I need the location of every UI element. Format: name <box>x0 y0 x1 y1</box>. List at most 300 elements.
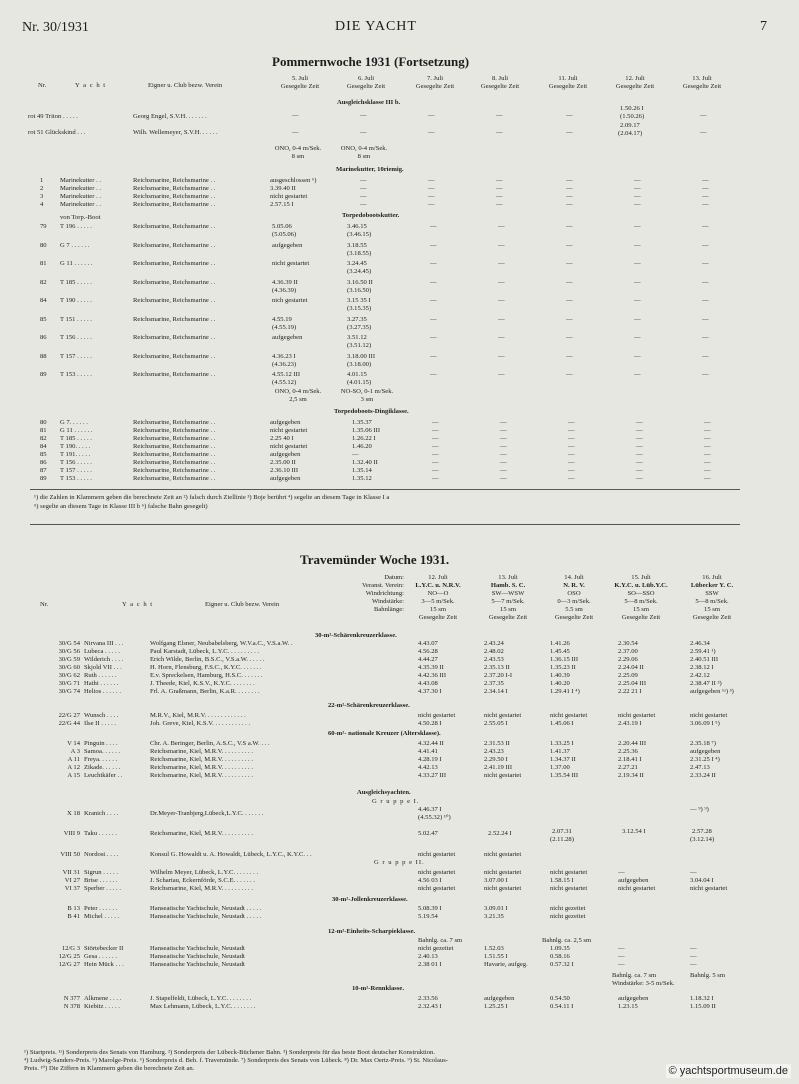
row-owner: Hanseatische Yachtschule, Neustadt <box>150 961 245 968</box>
td-yacht: G 7. . . . . . G 11 . . . . . . T 185 . . . . . T 190. . . . . T 191. . . . . T 156 . . . . . T 157 . . . . . T 153 . . . . . <box>60 419 93 482</box>
page-number: 7 <box>760 19 767 34</box>
magazine-title: DIE YACHT <box>335 19 417 34</box>
dash-cell: — <box>430 352 437 360</box>
divider <box>30 489 740 490</box>
row-owner: Paul Karstadt, Lübeck, L.Y.C. . . . . . . . . . <box>150 648 260 655</box>
row-time: 2.29.50 I <box>484 756 508 763</box>
td-time1: aufgegeben nicht gestartet 2.25 40 I nicht gestartet aufgegeben 2.35.00 II 2.36.10 III aufgegeben <box>270 419 308 482</box>
row-time: nicht gestartet <box>484 851 522 858</box>
row-time: 2.38.47 II ³) <box>690 680 722 687</box>
footnote: Preis. ¹⁰) Die Ziffern in Klammern geben die berechnete Zeit an. <box>24 1065 195 1072</box>
row-time: aufgegeben <box>618 995 649 1002</box>
row-owner: Hanseatische Yachtschule, Neustadt <box>150 953 245 960</box>
cell: — <box>566 129 573 136</box>
class-heading: Marinekutter, 10riemig. <box>336 166 404 173</box>
class-heading: 22-m²-Schärenkreuzerklasse. <box>328 702 410 709</box>
row-nr: 30/G 56 <box>58 648 80 655</box>
cell: — <box>360 112 367 119</box>
row-nr: N 378 <box>63 1003 80 1010</box>
row-yacht: Kranich . . . . <box>84 810 119 817</box>
row-time: 1.37.00 <box>550 764 570 771</box>
row-time: 4.01.15 <box>347 371 367 378</box>
row-time: 2.33.56 <box>418 995 438 1002</box>
row-time: nicht gestartet <box>484 712 522 719</box>
row-owner: E.v. Spreckelsen, Hamburg, H.S.C. . . . . . . <box>150 672 263 679</box>
dash-col: — — — — <box>566 177 573 208</box>
table-row: rot 49 Triton . . . . . <box>28 113 78 120</box>
dash-cell: — <box>634 260 641 267</box>
row-time: 2.43.24 <box>484 640 504 647</box>
row-nr: 86 <box>40 334 47 341</box>
class-heading: Torpedoboots-Dingiklasse. <box>334 408 409 415</box>
cell: — <box>496 129 503 136</box>
row-time: 1.51.55 I <box>484 953 508 960</box>
dash-cell: — <box>634 278 641 286</box>
row-time: — <box>690 953 697 960</box>
row-time: 1.29.41 I ⁴) <box>550 688 580 695</box>
row-yacht: Freya. . . . . . <box>84 756 118 763</box>
row-nr: 81 <box>40 260 47 267</box>
dash-cell: — <box>702 241 709 249</box>
row-nr: N 377 <box>63 995 80 1002</box>
dash-cell: — <box>430 334 437 341</box>
row-time: 1.23.15 <box>618 1003 638 1010</box>
row-yacht: Nordost . . . . <box>84 851 119 858</box>
row-time: 3.15 35 I <box>347 297 371 304</box>
row-yacht: T 190 . . . . . <box>60 297 92 304</box>
row-time: 2.20.44 III <box>618 740 647 747</box>
dash-cell: — <box>498 334 505 341</box>
class-heading: Ausgleichsyachten. <box>357 789 411 796</box>
row-time: 5.08.39 I <box>418 905 442 912</box>
row-time: 2.27.21 <box>618 764 638 771</box>
row-yacht: Michel . . . . . <box>84 913 120 920</box>
row-time: aufgegeben ¹ᵃ) ³) <box>690 688 734 695</box>
dash-cell: — <box>566 371 573 378</box>
row-time: 4.44.27 <box>418 656 438 663</box>
row-time: 1.25.25 I <box>484 1003 508 1010</box>
row-time-calc: (5.05.06) <box>272 231 297 238</box>
row-time: nicht gestartet <box>418 851 456 858</box>
row-time-calc: (3.46.15) <box>347 231 372 238</box>
row-owner: M.R.V., Kiel, M.R.V. . . . . . . . . . . . . <box>150 712 246 719</box>
row-owner: Reichsmarine, Reichsmarine . . <box>133 241 216 249</box>
row-time: nicht gestartet <box>618 712 656 719</box>
mk-time: ausgeschlossen ⁶) 3.39.40 II nicht gestartet 2.57.15 I <box>270 177 317 208</box>
cell: — <box>566 112 573 119</box>
owner: Wilh. Wellemeyer, S.V.H. . . . . . <box>133 129 218 136</box>
row-time: 1.36.15 III <box>550 656 579 663</box>
row-time: aufgegeben <box>618 877 649 884</box>
row-owner: Reichsmarine, Reichsmarine . . <box>133 260 216 267</box>
row-time: 1.58.15 I <box>550 877 574 884</box>
row-owner: Reichsmarine, Kiel, M.R.V. . . . . . . . . . <box>150 885 253 892</box>
dash-cell: — <box>430 315 437 323</box>
row-time: 4.37.30 I <box>418 688 442 695</box>
row-time-calc: (3.24.45) <box>347 268 372 275</box>
section-title-pommern: Pommernwoche 1931 (Fortsetzung) <box>272 54 470 69</box>
row-yacht: T 185 . . . . . <box>60 278 92 286</box>
row-nr: A 12 <box>67 764 80 771</box>
row-time: 2.29.06 <box>618 656 638 663</box>
row-time: 4.43.07 <box>418 640 438 647</box>
row-owner: Reichsmarine, Reichsmarine . . <box>133 371 216 378</box>
row-nr: B 41 <box>67 913 80 920</box>
class-heading: 12-m²-Einheits-Scharpieklasse. <box>328 928 416 935</box>
row-time: 2.18.41 I <box>618 756 642 763</box>
row-owner: Joh. Greve, Kiel, K.S.V. . . . . . . . . . . . <box>150 720 251 727</box>
row-time: 5.02.47 <box>418 830 438 837</box>
dash-col: — — — — — — — — <box>500 419 507 482</box>
row-nr: 12/G 3 <box>61 945 80 952</box>
dash-cell: — <box>430 278 437 286</box>
row-time: nicht gezeitet <box>550 905 586 912</box>
dash-cell: — <box>498 352 505 360</box>
dash-col: — — — — <box>702 177 709 208</box>
row-yacht: Ruth . . . . . . <box>84 672 117 679</box>
row-time: 2.42.12 <box>690 672 710 679</box>
row-time-calc: (4.55.32) ¹⁰) <box>418 814 451 821</box>
row-time: 2.07.31 <box>552 828 572 835</box>
row-time-calc: (4.36.23) <box>272 360 297 368</box>
group-heading: G r u p p e I. <box>372 798 420 805</box>
td-time2: 1.35.37 1.35.06 III 1.26.22 I 1.46.20 — 1.32.40 II 1.35.14 1.35.12 <box>352 419 381 482</box>
group-heading: G r u p p e II. <box>374 859 425 866</box>
class-heading: Torpedobootskutter. <box>342 212 400 219</box>
dash-cell: — <box>566 241 573 249</box>
row-nr: 22/G 27 <box>58 712 80 719</box>
cell: — <box>428 112 435 119</box>
row-time: nicht gezeitet <box>418 945 454 952</box>
row-time: 4.55.19 <box>272 315 292 323</box>
row-time: nich gestartet <box>272 297 308 304</box>
row-time: 1.41.37 <box>550 748 570 755</box>
row-yacht: Samoa. . . . . . <box>84 748 121 755</box>
row-time: nicht gezeitet <box>550 913 586 920</box>
issue-number: Nr. 30/1931 <box>22 20 89 35</box>
dash-cell: — <box>566 260 573 267</box>
row-time-calc: (3.51.12) <box>347 342 372 349</box>
row-nr: 85 <box>40 315 47 323</box>
col-header-day: 5. Juli Gesegelte Zeit <box>280 75 320 90</box>
day-header: 14. Juli N. R. V. OSO 0—3 m/Sek. 5.5 sm Gesegelte Zeit <box>554 574 594 621</box>
cell: — <box>700 129 707 136</box>
dash-col: — — — — — — — — <box>636 419 643 482</box>
row-owner: J. Theede, Kiel, K.S.V., K.Y.C. . . . . . . . <box>150 680 255 687</box>
row-time: nicht gestartet <box>272 260 310 267</box>
row-time-calc: (3.16.50) <box>347 286 372 294</box>
row-time: nicht gestartet <box>418 869 456 876</box>
row-nr: 30/G 62 <box>58 672 80 679</box>
dash-col: — — — — — — — — <box>704 419 711 482</box>
row-owner: Reichsmarine, Kiel, M.R.V. . . . . . . . . . <box>150 756 253 763</box>
dash-cell: — <box>566 278 573 286</box>
dash-cell: — <box>430 223 437 230</box>
dash-col: — — — — — — — — <box>432 419 439 482</box>
row-yacht: G 7 . . . . . . <box>60 241 90 249</box>
col-header: Y a c h t <box>75 82 107 89</box>
row-yacht: Wilderich . . . . <box>84 656 124 663</box>
row-nr: VI 27 <box>64 877 80 884</box>
note: Bahnlg. 5 sm <box>690 972 725 979</box>
row-time-calc: (2.11.28) <box>550 836 574 843</box>
row-time: 2.43.19 I <box>618 720 642 727</box>
wind-info: ONO, 0-4 m/Sek. 8 sm <box>274 145 322 160</box>
row-owner: Frl. A. Graßmann, Berlin, K.a.R. . . . . . . . <box>150 688 260 695</box>
row-time: 2.35.18 ⁷) <box>690 740 716 747</box>
row-time: 1.15.09 II <box>690 1003 716 1010</box>
class-heading: 30-m²-Schärenkreuzerklasse. <box>315 632 397 639</box>
row-time: aufgegeben <box>272 241 303 249</box>
row-time: 1.45.06 I <box>550 720 574 727</box>
cell: — <box>700 112 707 119</box>
row-time: nicht gestartet <box>418 885 456 892</box>
col-header-day: 13. Juli Gesegelte Zeit <box>682 75 722 90</box>
cell: (1.50.26) <box>620 113 645 120</box>
dash-cell: — <box>634 371 641 378</box>
dash-cell: — <box>634 297 641 304</box>
row-nr: 30/G 74 <box>58 688 80 695</box>
row-time: — <box>618 953 625 960</box>
dash-cell: — <box>566 315 573 323</box>
row-time: 1.41.26 <box>550 640 570 647</box>
row-time: 0.54.11 I <box>550 1003 574 1010</box>
row-time: nicht gestartet <box>690 712 728 719</box>
row-time: 1.35.54 III <box>550 772 579 779</box>
row-time: 4.56.28 <box>418 648 438 655</box>
row-time-calc: (4.36.39) <box>272 286 297 294</box>
day-header: 13. Juli Hamb. S. C. SW—WSW 5—7 m/Sek. 15 sm Gesegelte Zeit <box>488 574 528 621</box>
wind-info: ONO, 0-4 m/Sek. 2,5 sm <box>274 388 322 403</box>
row-time: 4.42.13 <box>418 764 438 771</box>
day-header: 12. Juli L.Y.C. u. N.R.V. NO—O 3—5 m/Sek. 15 sm Gesegelte Zeit <box>415 574 461 621</box>
row-yacht: Leuchtkäfer . . <box>84 772 123 779</box>
row-owner: Reichsmarine, Reichsmarine . . <box>133 297 216 304</box>
row-time: 3.12.54 I <box>622 828 646 835</box>
row-yacht: T 157 . . . . . <box>60 352 92 360</box>
row-time: 2.41.19 III <box>484 764 513 771</box>
cell: — <box>496 112 503 119</box>
row-nr: 30/G 71 <box>58 680 80 687</box>
row-time: — <box>690 945 697 952</box>
row-time: — <box>690 961 697 968</box>
row-yacht: Lubeca . . . . . <box>84 648 120 655</box>
row-time: 1.34.37 II <box>550 756 576 763</box>
row-nr: 30/G 60 <box>58 664 80 671</box>
dash-col: — — — — <box>360 177 367 208</box>
col-header-day: 8. Juli Gesegelte Zeit <box>480 75 520 90</box>
row-yacht: Störtebecker II <box>84 945 124 952</box>
row-time: Havarie, aufgeg. <box>484 961 528 968</box>
cell: 2.09.17 <box>620 122 640 129</box>
dash-cell: — <box>702 223 709 230</box>
row-time: 4.41.41 <box>418 748 438 755</box>
row-yacht: Nirvana III . . . <box>84 640 124 647</box>
row-time: nicht gestartet <box>484 885 522 892</box>
row-nr: 30/G 54 <box>58 640 80 647</box>
row-time: nicht gestartet <box>484 772 522 779</box>
row-nr: X 18 <box>66 810 80 817</box>
row-time: 3.09.01 I <box>484 905 508 912</box>
cell: — <box>360 129 367 136</box>
row-yacht: Alkmene . . . . <box>84 995 122 1002</box>
day-header: 16. Juli Lübecker Y. C. SSW 5—8 m/Sek. 15 sm Gesegelte Zeit <box>690 574 734 621</box>
row-owner: Hanseatische Yachtschule, Neustadt <box>150 945 245 952</box>
row-time: 2.30.54 <box>618 640 638 647</box>
row-yacht: Taku . . . . . . <box>84 830 117 837</box>
row-owner: Hanseatische Yachtschule, Neustadt . . . . . <box>150 913 262 920</box>
row-time: 2.35.13 II <box>484 664 510 671</box>
row-time: 0.58.16 <box>550 953 570 960</box>
dash-col: — — — — <box>634 177 641 208</box>
col-header: Eigner u. Club bezw. Verein <box>148 82 223 89</box>
row-owner: H. Horn, Flensburg, F.S.C., K.Y.C. . . . . . . <box>150 664 262 671</box>
row-time-calc: (3.12.14) <box>690 836 715 843</box>
row-time: 2.37.20 I-I <box>484 672 513 679</box>
row-time: 2.43.23 <box>484 748 504 755</box>
row-time: 1.45.45 <box>550 648 570 655</box>
wind-info: NO-SO, 0-1 m/Sek. 3 sm <box>340 388 394 403</box>
row-time: nicht gestartet <box>550 712 588 719</box>
dash-cell: — <box>498 223 505 230</box>
row-nr: 88 <box>40 352 47 360</box>
row-owner: Reichsmarine, Reichsmarine . . <box>133 315 216 323</box>
row-time: 2.40.51 III <box>690 656 719 663</box>
dash-cell: — <box>634 241 641 249</box>
row-owner: Wilhelm Meyer, Lübeck, L.Y.C. . . . . . . . <box>150 869 259 876</box>
row-nr: A 3 <box>70 748 80 755</box>
row-time: 4.50.28 I <box>418 720 442 727</box>
row-yacht: Ilse II . . . . . <box>84 720 117 727</box>
row-time: 4.43.08 <box>418 680 438 687</box>
row-time: 4.55.12 III <box>272 371 301 378</box>
row-yacht: T 151 . . . . . <box>60 315 92 323</box>
row-time: 2.25.04 III <box>618 680 647 687</box>
row-time: 2.59.41 ¹) <box>690 648 716 655</box>
row-time: 3.06.09 I ⁵) <box>690 720 720 727</box>
row-time: 4.42.36 III <box>418 672 447 679</box>
divider <box>30 524 740 525</box>
row-time: 2.38 01 I <box>418 961 442 968</box>
row-nr: 89 <box>40 371 47 378</box>
row-yacht: Helios . . . . . . <box>84 688 121 695</box>
row-time-calc: (3.18.00) <box>347 360 372 368</box>
row-owner: Reichsmarine, Kiel, M.R.V. . . . . . . . . . <box>150 748 253 755</box>
row-time: 2.25.09 <box>618 672 638 679</box>
row-yacht: Gesa . . . . . . <box>84 953 117 960</box>
note: Windstärke: 3-5 m/Sek. <box>612 980 675 987</box>
row-time: 3.18.00 III <box>347 352 376 360</box>
dash-col: — — — — <box>428 177 435 208</box>
col-header: Nr. <box>38 82 47 89</box>
note: Bahnlg. ca. 7 sm <box>612 972 657 979</box>
row-time: 3.24.45 <box>347 260 367 267</box>
note: Bahnlg. ca. 2,5 sm <box>542 937 592 944</box>
row-nr: VII 31 <box>62 869 80 876</box>
dash-cell: — <box>634 223 641 230</box>
dash-cell: — <box>702 352 709 360</box>
row-time: 2.48.02 <box>484 648 504 655</box>
col-header-day: 6. Juli Gesegelte Zeit <box>346 75 386 90</box>
dash-col: — — — — <box>496 177 503 208</box>
dash-cell: — <box>702 297 709 304</box>
row-time: 2.37.00 <box>618 648 638 655</box>
wind-info: ONO, 0-4 m/Sek. 8 sm <box>340 145 388 160</box>
row-yacht: Wunsch . . . . <box>84 712 119 719</box>
row-yacht: Peter . . . . . . <box>84 905 118 912</box>
row-time: 2.34.14 I <box>484 688 508 695</box>
row-time: 2.25.36 <box>618 748 638 755</box>
row-time: nicht gestartet <box>618 885 656 892</box>
row-time: 4.36.23 I <box>272 352 296 360</box>
row-time: nicht gestartet <box>418 712 456 719</box>
row-time: 0.54.50 <box>550 995 570 1002</box>
class-heading: Ausgleichsklasse III b. <box>337 99 401 106</box>
row-time-calc: (3.18.55) <box>347 249 372 257</box>
row-owner: J. Stapelfeldt, Lübeck, L.Y.C. . . . . . . . <box>150 995 252 1002</box>
row-yacht: Zikade. . . . . . <box>84 764 121 771</box>
row-nr: 22/G 44 <box>58 720 80 727</box>
row-nr: 80 <box>40 241 47 249</box>
row-time: 4.36.39 II <box>272 278 298 286</box>
class-heading: 10-m²-Rennklasse. <box>352 985 404 992</box>
dash-cell: — <box>430 260 437 267</box>
row-time: 4.56 03 I <box>418 877 442 884</box>
row-time: 3.04.04 I <box>690 877 714 884</box>
row-time: nicht gestartet <box>550 869 588 876</box>
row-owner: J. Schartau, Eckernförde, S.C.E. . . . . . . <box>150 877 255 884</box>
row-yacht: Brise . . . . . . <box>84 877 118 884</box>
row-owner: Max Lehmann, Lübeck, L.Y.C. . . . . . . . <box>150 1003 256 1010</box>
td-nr: 80 81 82 84 85 86 87 89 <box>40 419 47 482</box>
col-header-day: 12. Juli Gesegelte Zeit <box>615 75 655 90</box>
row-owner: Konsul G. Howaldt u. A. Howaldt, Lübeck, L.Y.C., K.Y.C. . . <box>150 851 312 858</box>
row-time: 4.28.19 I <box>418 756 442 763</box>
row-nr: 79 <box>40 223 47 230</box>
col-header-day: 11. Juli Gesegelte Zeit <box>548 75 588 90</box>
row-owner: Reichsmarine, Reichsmarine . . <box>133 352 216 360</box>
row-time-calc: (3.27.35) <box>347 323 372 331</box>
row-owner: Reichsmarine, Reichsmarine . . <box>133 278 216 286</box>
row-nr: 12/G 25 <box>58 953 80 960</box>
row-time: aufgegeben <box>272 334 303 341</box>
dash-cell: — <box>498 260 505 267</box>
row-owner: Wolfgang Elsner, Neubabelsberg, W.V.a.C., V.S.a.W. . <box>150 640 293 647</box>
cell: 1.50.26 I <box>620 105 644 112</box>
row-time: aufgegeben <box>484 995 515 1002</box>
cell: — <box>292 112 299 119</box>
row-owner: Dr.Meyer-Tranbjerg,Lübeck,L.Y.C. . . . . . . <box>150 810 264 817</box>
row-time: 2.22 21 I <box>618 688 642 695</box>
dash-cell: — <box>702 371 709 378</box>
row-yacht: Hathi . . . . . . <box>84 680 119 687</box>
row-time: nicht gestartet <box>690 885 728 892</box>
row-time: 4.46.37 I <box>418 806 442 813</box>
row-time: — <box>618 945 625 952</box>
row-time: 2.32.43 I <box>418 1003 442 1010</box>
row-time: nicht gestartet <box>484 869 522 876</box>
owner: Georg Engel, S.V.H. . . . . . . <box>133 113 207 120</box>
row-owner: Chr. A. Beringer, Berlin, A.S.C., V.S a.W. . . . <box>150 740 270 747</box>
dash-cell: — <box>430 371 437 378</box>
row-yacht: T 196 . . . . . <box>60 223 92 230</box>
class-heading: 60-m²- nationale Kreuzer (Altersklasse). <box>328 730 441 737</box>
dash-cell: — <box>702 334 709 341</box>
row-yacht: T 153 . . . . . <box>60 371 92 378</box>
row-time: — <box>690 869 697 876</box>
row-nr: 30/G 59 <box>58 656 80 663</box>
row-time: 5.19.54 <box>418 913 438 920</box>
